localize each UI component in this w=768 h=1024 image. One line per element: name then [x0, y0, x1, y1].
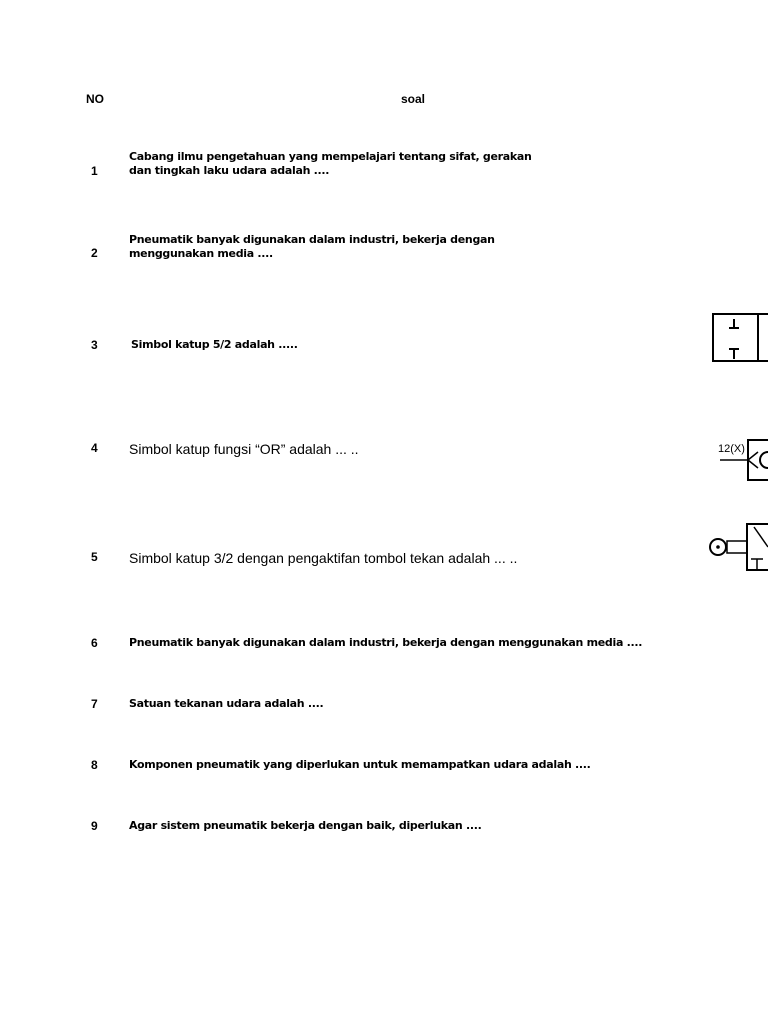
- question-text-1: Cabang ilmu pengetahuan yang mempelajari tentang sifat, gerakan dan tingkah laku udara adalah ....: [129, 150, 532, 177]
- question-number-1: 1: [91, 164, 98, 178]
- question-number-2: 2: [91, 246, 98, 260]
- or-valve-port-label: 12(X): [718, 443, 745, 455]
- question-text-3: Simbol katup 5/2 adalah .....: [131, 338, 298, 351]
- question-number-7: 7: [91, 697, 98, 711]
- question-text-4: Simbol katup fungsi “OR” adalah ... ..: [129, 441, 359, 457]
- question-text-2: Pneumatik banyak digunakan dalam industri, bekerja dengan menggunakan media ....: [129, 233, 495, 260]
- question-number-8: 8: [91, 758, 98, 772]
- question-number-5: 5: [91, 550, 98, 564]
- question-text-5: Simbol katup 3/2 dengan pengaktifan tombol tekan adalah ... ..: [129, 550, 518, 566]
- question-number-4: 4: [91, 441, 98, 455]
- question-number-9: 9: [91, 819, 98, 833]
- question-text-6: Pneumatik banyak digunakan dalam industri, bekerja dengan menggunakan media ....: [129, 636, 643, 649]
- question-number-3: 3: [91, 338, 98, 352]
- valve-5-2-symbol: [712, 313, 768, 363]
- question-text-7: Satuan tekanan udara adalah ....: [129, 697, 324, 710]
- question-text-8: Komponen pneumatik yang diperlukan untuk memampatkan udara adalah ....: [129, 758, 591, 771]
- valve-3-2-pushbutton-symbol: [706, 521, 768, 573]
- column-header-no: NO: [86, 92, 104, 106]
- column-header-soal: soal: [401, 92, 426, 106]
- question-text-9: Agar sistem pneumatik bekerja dengan baik, diperlukan ....: [129, 819, 482, 832]
- question-number-6: 6: [91, 636, 98, 650]
